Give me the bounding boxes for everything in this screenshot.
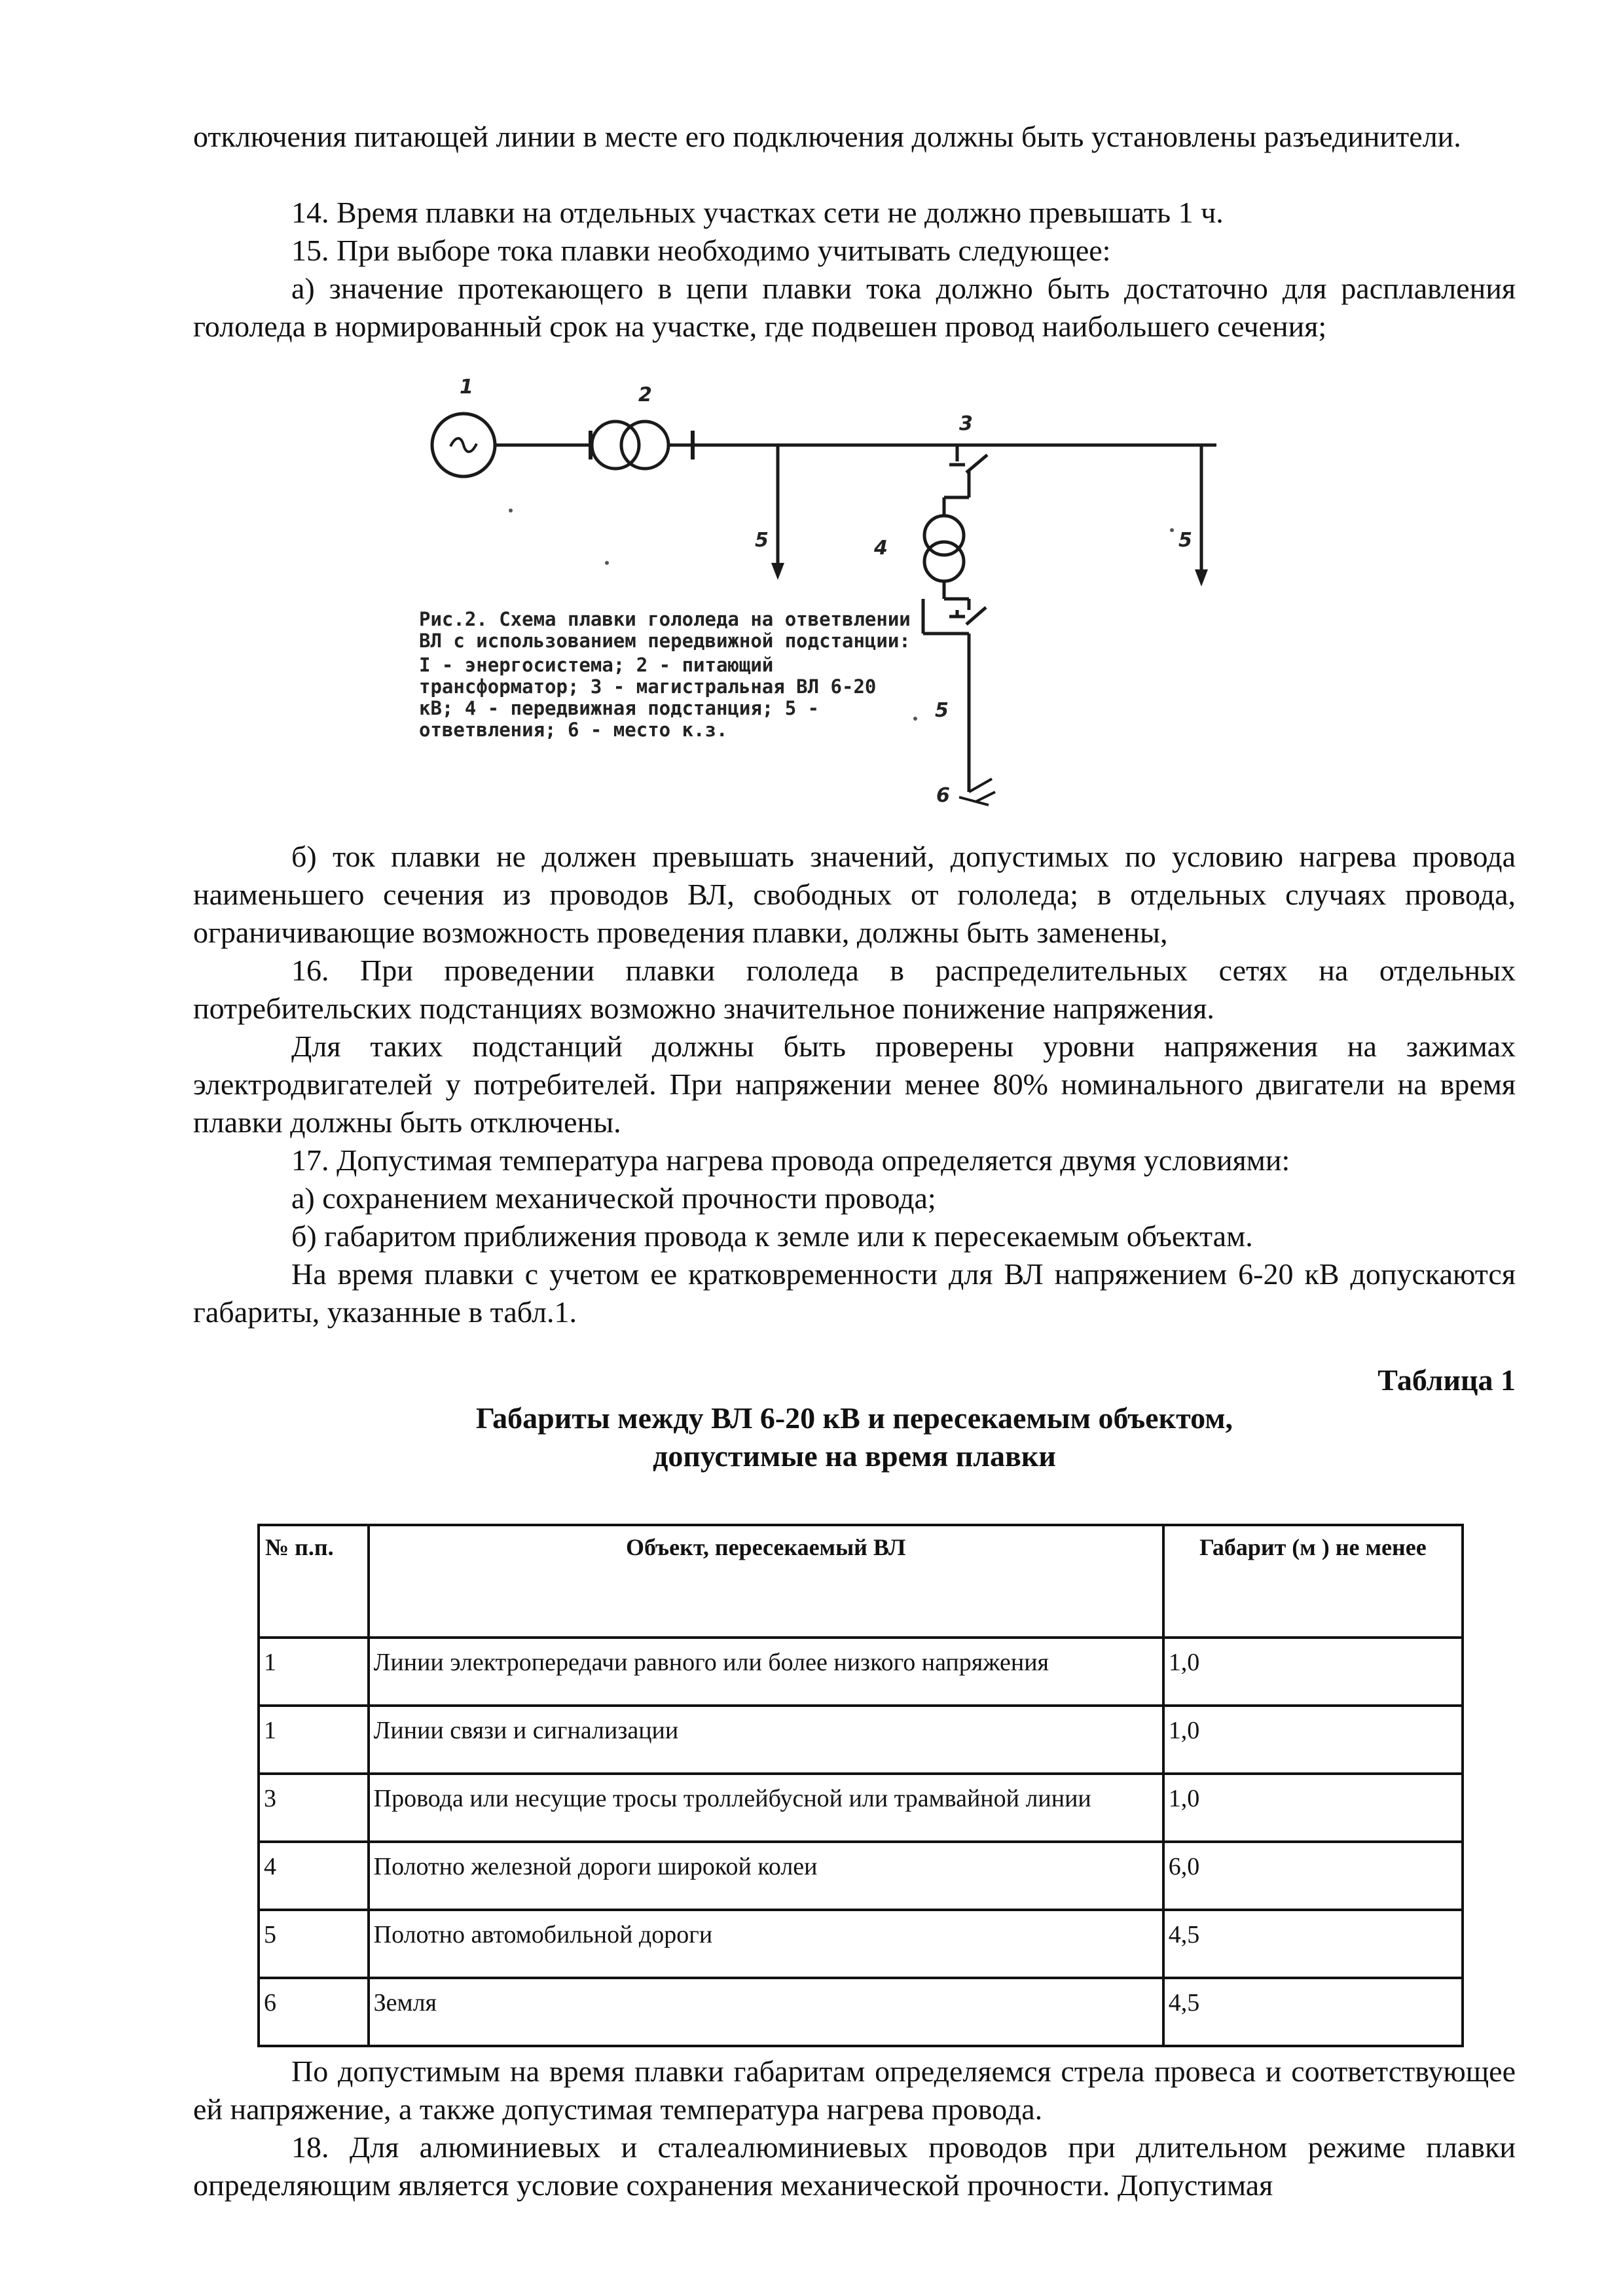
cell-object: Линии электропередачи равного или более низкого напряжения: [369, 1638, 1163, 1706]
paragraph-17-cont: На время плавки с учетом ее кратковременности для ВЛ напряжением 6-20 кВ допускаются габариты, указанные в табл.1.: [193, 1257, 1516, 1329]
paragraph-17-end: По допустимым на время плавки габаритам определяемся стрела провеса и соответствующее ей напряжение, а также допустимая температура нагрева провода.: [193, 2054, 1516, 2126]
cell-clearance: 6,0: [1163, 1842, 1463, 1910]
cell-object: Линии связи и сигнализации: [369, 1706, 1163, 1774]
figure-caption-title: Рис.2. Схема плавки гололеда на ответвлении ВЛ с использованием передвижной подстанции:: [419, 608, 911, 652]
figure-ice-melting-scheme: [419, 373, 1257, 831]
label-4: 4: [874, 537, 888, 560]
paragraph-continuation: отключения питающей линии в месте его подключения должны быть установлены разъединители.: [193, 120, 1461, 153]
paragraph-17a: а) сохранением механической прочности провода;: [291, 1181, 936, 1215]
table-row: [259, 1774, 1463, 1842]
header-object: Объект, пересекаемый ВЛ: [369, 1525, 1163, 1638]
cell-clearance: 1,0: [1163, 1774, 1463, 1842]
cell-number: 1: [259, 1638, 369, 1706]
label-3: 3: [959, 412, 973, 435]
cell-number: 1: [259, 1706, 369, 1774]
paragraph-18: 18. Для алюминиевых и сталеалюминиевых проводов при длительном режиме плавки определяющим является условие сохранения механической прочности. Допустимая: [193, 2130, 1516, 2202]
circuit-diagram: [419, 373, 1257, 831]
paragraph-16-cont: Для таких подстанций должны быть проверены уровни напряжения на зажимах электродвигателей у потребителей. При напряжении менее 80% номинального двигатели на время плавки должны быть отключены.: [193, 1030, 1516, 1139]
table-title-line1: Габариты между ВЛ 6-20 кВ и пересекаемым объектом,: [475, 1401, 1233, 1435]
label-2: 2: [638, 384, 652, 406]
table-header-row: [259, 1525, 1463, 1638]
cell-object: Полотно автомобильной дороги: [369, 1910, 1163, 1978]
paragraph-17b: б) габаритом приближения провода к земле или к пересекаемым объектам.: [291, 1219, 1253, 1253]
cell-number: 3: [259, 1774, 369, 1842]
cell-clearance: 4,5: [1163, 1978, 1463, 2046]
cell-number: 5: [259, 1910, 369, 1978]
header-number: № п.п.: [259, 1525, 369, 1638]
header-clearance: Габарит (м ) не менее: [1163, 1525, 1463, 1638]
label-5-left: 5: [755, 529, 769, 552]
cell-clearance: 1,0: [1163, 1638, 1463, 1706]
paragraph-14: 14. Время плавки на отдельных участках сети не должно превышать 1 ч.: [291, 196, 1224, 229]
paragraph-15: 15. При выборе тока плавки необходимо учитывать следующее:: [291, 234, 1111, 267]
paragraph-17: 17. Допустимая температура нагрева провода определяется двумя условиями:: [291, 1143, 1290, 1177]
label-1: 1: [460, 376, 473, 399]
figure-caption: [419, 609, 917, 741]
paragraph-15b: б) ток плавки не должен превышать значений, допустимых по условию нагрева провода наименьшего сечения из проводов ВЛ, свободных от гололеда; в отдельных случаях провода, ограничивающие возможность проведения плавки, должны быть заменены,: [193, 840, 1516, 949]
cell-object: Полотно железной дороги широкой колеи: [369, 1842, 1163, 1910]
label-6: 6: [936, 784, 950, 807]
paragraph-15a: а) значение протекающего в цепи плавки тока должно быть достаточно для расплавления гололеда в нормированный срок на участке, где подвешен провод наибольшего сечения;: [193, 272, 1516, 343]
label-5-branch: 5: [935, 699, 949, 722]
table-row: [259, 1706, 1463, 1774]
cell-object: Земля: [369, 1978, 1163, 2046]
table-row: [259, 1910, 1463, 1978]
table-row: [259, 1842, 1463, 1910]
table-row: [259, 1638, 1463, 1706]
transformer-symbol: [592, 422, 639, 469]
clearance-table: [257, 1524, 1464, 2047]
table-label: Таблица 1: [1377, 1363, 1516, 1397]
cell-clearance: 1,0: [1163, 1706, 1463, 1774]
cell-object: Провода или несущие тросы троллейбусной или трамвайной линии: [369, 1774, 1163, 1842]
cell-number: 4: [259, 1842, 369, 1910]
cell-number: 6: [259, 1978, 369, 2046]
figure-caption-legend: I - энергосистема; 2 - питающий трансформатор; 3 - магистральная ВЛ 6-20 кВ; 4 - передвижная подстанция; 5 - ответвления; 6 - место к.з.: [419, 654, 877, 741]
label-5-right: 5: [1178, 529, 1192, 552]
cell-clearance: 4,5: [1163, 1910, 1463, 1978]
table-title-line2: допустимые на время плавки: [653, 1439, 1056, 1473]
paragraph-16: 16. При проведении плавки гололеда в распределительных сетях на отдельных потребительских подстанциях возможно значительное понижение напряжения.: [193, 954, 1516, 1025]
table-row: [259, 1978, 1463, 2046]
